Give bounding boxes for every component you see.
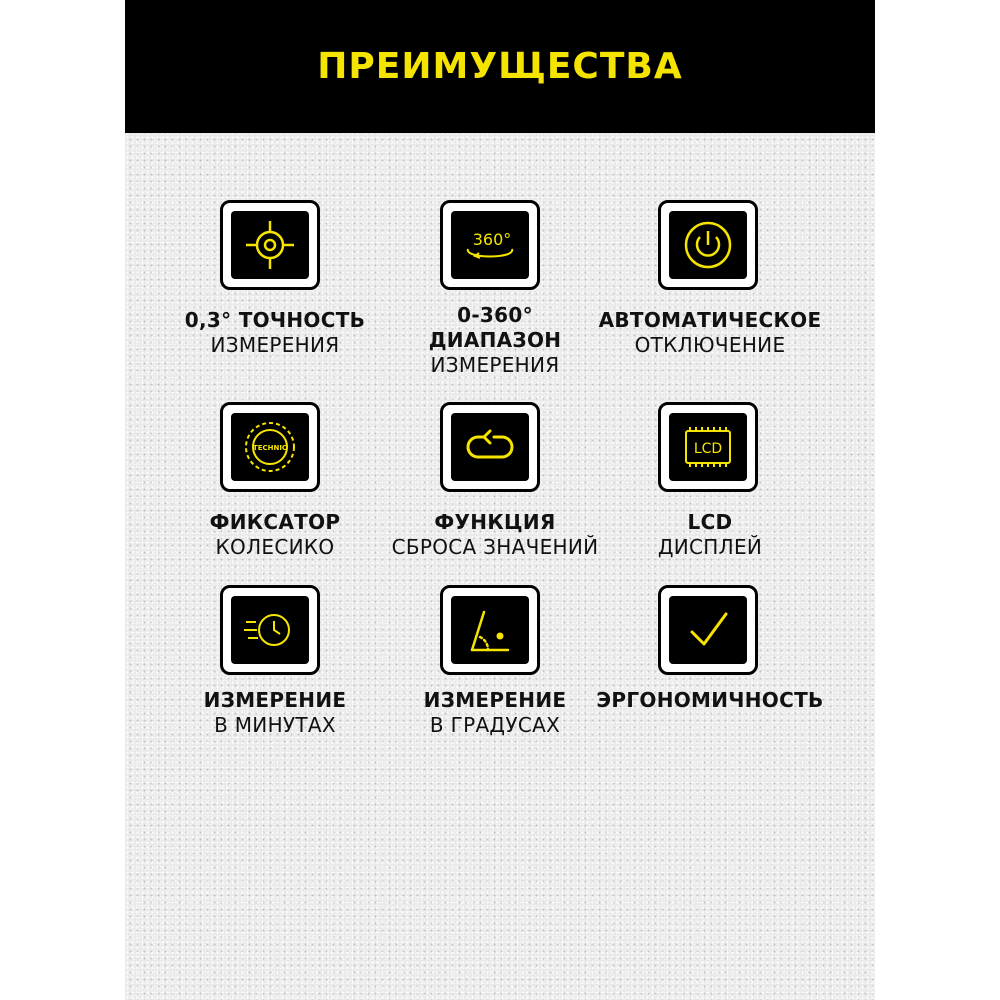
feature-icon-box-2 (440, 200, 540, 290)
clock-speed-icon (238, 600, 302, 660)
reset-arrow-icon (458, 417, 522, 477)
feature-label-5: ФУНКЦИЯ СБРОСА ЗНАЧЕНИЙ (391, 510, 599, 559)
svg-text:TECHNIC: TECHNIC (252, 444, 288, 452)
feature-icon-box-3 (658, 200, 758, 290)
feature-label-6: LCD ДИСПЛЕЙ (657, 510, 763, 559)
svg-text:LCD: LCD (693, 441, 723, 457)
technic-wheel-icon (238, 417, 302, 477)
lcd-chip-icon (676, 417, 740, 477)
feature-label-9: ЭРГОНОМИЧНОСТЬ (596, 688, 824, 712)
feature-icon-box-1 (220, 200, 320, 290)
feature-label-2: 0-360° ДИАПАЗОН ИЗМЕРЕНИЯ (428, 303, 562, 377)
page-title: ПРЕИМУЩЕСТВА (317, 46, 683, 87)
rotate-360-icon (458, 215, 522, 275)
crosshair-icon (238, 215, 302, 275)
feature-icon-box-5 (440, 402, 540, 492)
feature-label-1: 0,3° ТОЧНОСТЬ ИЗМЕРЕНИЯ (184, 308, 366, 357)
infographic-card (125, 0, 875, 1000)
feature-label-4: ФИКСАТОР КОЛЕСИКО (209, 510, 341, 559)
feature-icon-box-7 (220, 585, 320, 675)
feature-icon-box-9 (658, 585, 758, 675)
power-icon (676, 215, 740, 275)
checkmark-icon (676, 600, 740, 660)
feature-label-3: АВТОМАТИЧЕСКОЕ ОТКЛЮЧЕНИЕ (598, 308, 822, 357)
feature-icon-box-8 (440, 585, 540, 675)
feature-label-8: ИЗМЕРЕНИЕ В ГРАДУСАХ (423, 688, 567, 737)
angle-icon (458, 600, 522, 660)
svg-text:360°: 360° (472, 230, 512, 249)
feature-icon-box-6 (658, 402, 758, 492)
feature-icon-box-4 (220, 402, 320, 492)
feature-label-7: ИЗМЕРЕНИЕ В МИНУТАХ (203, 688, 347, 737)
header-banner (125, 0, 875, 133)
